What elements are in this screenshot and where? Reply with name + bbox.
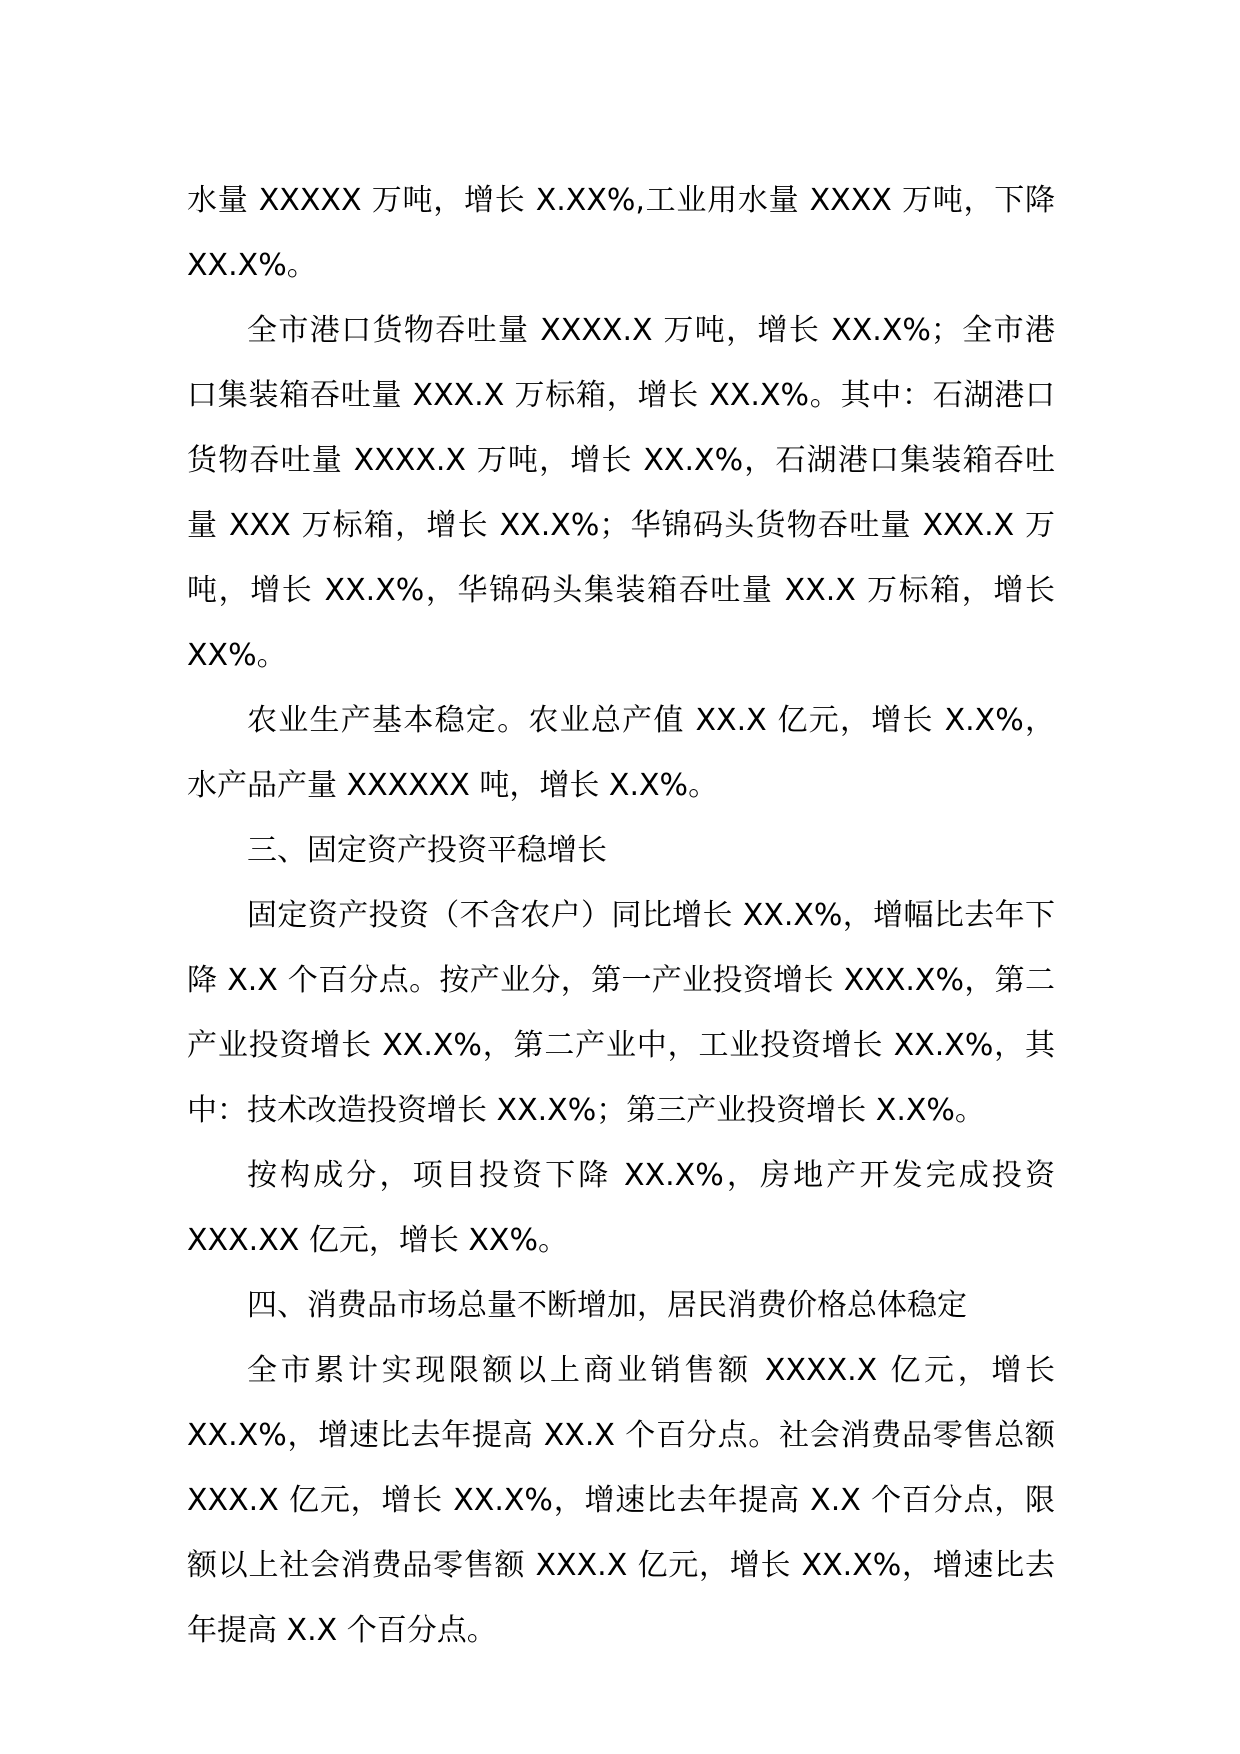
paragraph-port-throughput: 全市港口货物吞吐量 XXXX.X 万吨，增长 XX.X%；全市港口集装箱吞吐量 XXX.X 万标箱，增长 XX.X%。其中：石湖港口货物吞吐量 XXXX.X 万吨，增长 XX.X%，石湖港口集装箱吞吐量 XXX 万标箱，增长 XX.X%；华锦码头货物吞吐量 XXX.X 万吨，增长 XX.X%，华锦码头集装箱吞吐量 XX.X 万标箱，增长 XX%。 — [187, 313, 1055, 673]
paragraph-water-continuation: 水量 XXXXX 万吨，增长 X.XX%,工业用水量 XXXX 万吨，下降 XX.X%。 — [187, 183, 1055, 283]
paragraph-consumer-sales: 全市累计实现限额以上商业销售额 XXXX.X 亿元，增长 XX.X%，增速比去年提高 XX.X 个百分点。社会消费品零售总额 XXX.X 亿元，增长 XX.X%，增速比去年提高 X.X 个百分点，限额以上社会消费品零售额 XXX.X 亿元，增长 XX.X%，增速比去年提高 X.X 个百分点。 — [187, 1353, 1055, 1648]
paragraph-fixed-asset-investment: 固定资产投资（不含农户）同比增长 XX.X%，增幅比去年下降 X.X 个百分点。按产业分，第一产业投资增长 XXX.X%，第二产业投资增长 XX.X%，第二产业中，工业投资增长 XX.X%，其中：技术改造投资增长 XX.X%；第三产业投资增长 X.X%。 — [187, 898, 1055, 1128]
paragraph-agriculture: 农业生产基本稳定。农业总产值 XX.X 亿元，增长 X.X%，水产品产量 XXXXXX 吨，增长 X.X%。 — [187, 703, 1055, 803]
section-heading-fixed-asset-investment: 三、固定资产投资平稳增长 — [247, 833, 607, 868]
document-page — [187, 168, 1055, 1663]
paragraph-investment-composition: 按构成分，项目投资下降 XX.X%，房地产开发完成投资 XXX.XX 亿元，增长 XX%。 — [187, 1158, 1055, 1258]
section-heading-consumer-market: 四、消费品市场总量不断增加，居民消费价格总体稳定 — [247, 1288, 967, 1323]
